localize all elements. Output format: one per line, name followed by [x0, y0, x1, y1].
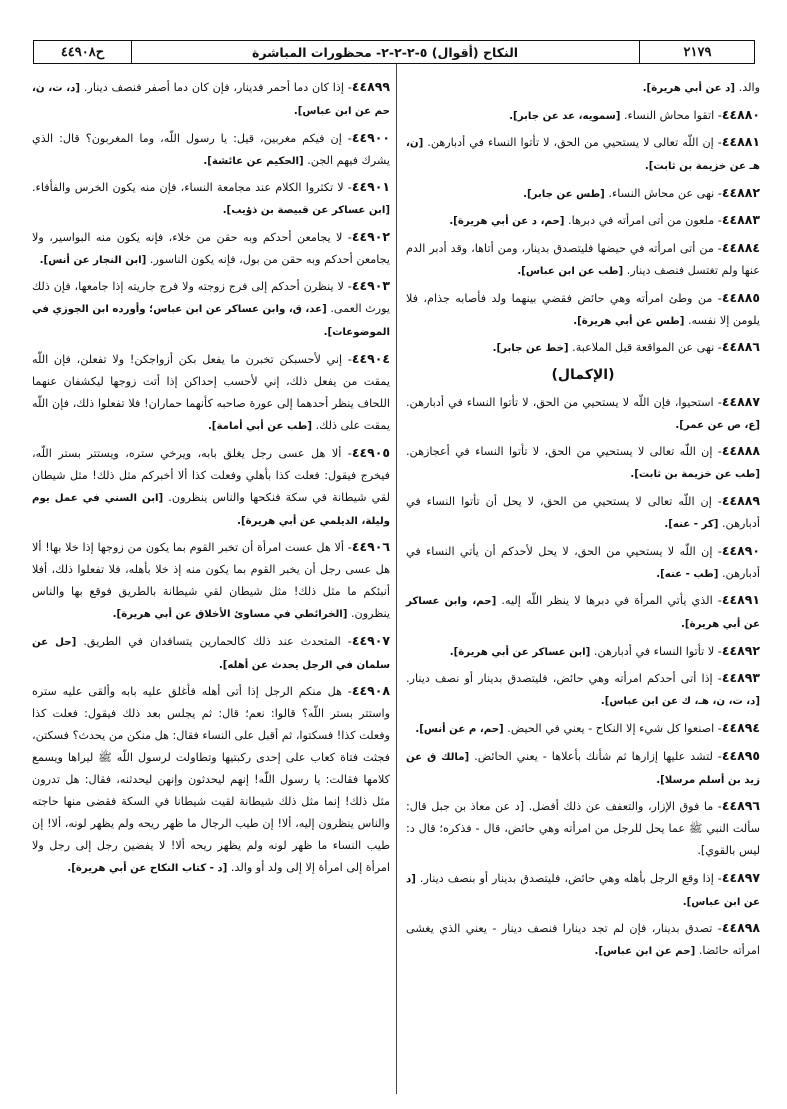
- hadith-text: - تصدق بدينار، فإن لم تجد دينارا فنصف دينار - يعني الذي يغشى امرأته حائضا.: [406, 922, 760, 958]
- page-header: [33, 40, 755, 64]
- hadith-text: - إن اللّه لا يستحيي من الحق، لا يحل لأحدكم أن يأتي النساء في أدبارهن.: [406, 544, 760, 580]
- hadith-number: ٤٤٨٨٤: [721, 239, 760, 255]
- hadith-text: - من وطئ امرأته وهي حائض فقضي بينهما ولد فأصابه جذام، فلا يلومن إلا نفسه.: [406, 291, 760, 327]
- hadith-entry: [406, 182, 760, 206]
- hadith-number: ٤٤٨٩٧: [721, 869, 760, 885]
- hadith-entry: [406, 76, 760, 100]
- hadith-entry: [406, 717, 760, 741]
- hadith-number: ٤٤٨٨٣: [721, 212, 760, 228]
- hadith-entry: [406, 917, 760, 963]
- hadith-entry: [406, 209, 760, 233]
- hadith-source: [كر - عنه].: [664, 518, 719, 530]
- hadith-source: [عد، ق، وابن عساكر عن ابن عباس؛ وأورده ابن الجوزي في الموضوعات].: [32, 304, 390, 339]
- hadith-source: [د - كتاب النكاح عن أبي هريرة].: [67, 863, 228, 875]
- hadith-entry: [406, 131, 760, 178]
- hadith-source: [طس عن جابر].: [523, 188, 605, 200]
- hadith-range-code: ح٤٤٩٠٨: [34, 41, 132, 63]
- hadith-source: [طب عن ابن عباس].: [517, 265, 624, 277]
- hadith-source: [الحكيم عن عائشة].: [203, 155, 304, 167]
- hadith-source: [ن، هـ عن خزيمة بن ثابت].: [406, 138, 760, 173]
- hadith-text: - الذي يأتي المرأة في دبرها لا ينظر اللّه إليه.: [501, 594, 722, 608]
- hadith-text: - ما فوق الإزار، والتعفف عن ذلك أفضل. [د عن معاذ بن جبل قال: سألت النبي ﷺ عما يحل للرجل من امرأته وهي حائض، قال - فذكره؛ قال د: ليس بالقوي].: [406, 800, 760, 858]
- hadith-entry: [32, 226, 390, 272]
- hadith-source: [ابن عساكر عن أبي هريرة].: [449, 646, 591, 658]
- hadith-text: والد.: [738, 81, 760, 94]
- right-column: [406, 76, 760, 967]
- hadith-number: ٤٤٩٠٦: [351, 539, 390, 555]
- hadith-number: ٤٤٨٨٢: [721, 184, 760, 200]
- hadith-entry: [32, 176, 390, 222]
- hadith-number: ٤٤٨٨٠: [721, 106, 760, 122]
- hadith-source: [مالك ق عن زيد بن أسلم مرسلا].: [406, 751, 760, 786]
- hadith-text: - إذا أتى أحدكم امرأته وهي حائض، فليتصدق بدينار أو نصف دينار.: [406, 672, 722, 686]
- hadith-text: - إن اللّه تعالى لا يستحيي من الحق، لا تأتوا النساء في أعجازهن.: [406, 445, 722, 459]
- hadith-entry: [32, 76, 390, 123]
- hadith-text: - نهى عن محاش النساء.: [608, 186, 722, 200]
- hadith-source: [حم، م عن أنس].: [415, 723, 504, 735]
- hadith-source: [ابن عساكر عن قبيصة بن ذؤيب].: [222, 205, 390, 217]
- hadith-number: ٤٤٩٠٠: [351, 129, 390, 145]
- hadith-source: [د، ت، ن، حم عن ابن عباس].: [32, 83, 390, 117]
- column-divider: [396, 64, 397, 1094]
- hadith-text: - لا تأتوا النساء في أدبارهن.: [593, 644, 722, 658]
- hadith-entry: [406, 336, 760, 360]
- hadith-source: [د عن أبي هريرة].: [642, 83, 736, 94]
- hadith-number: ٤٤٨٨٦: [721, 339, 760, 355]
- hadith-source: [طب عن خزيمة بن ثابت].: [630, 469, 760, 481]
- hadith-source: [حل عن سلمان في الرجل يحدث عن أهله].: [32, 636, 390, 671]
- hadith-number: ٤٤٨٨٥: [721, 289, 760, 305]
- hadith-entry: [406, 667, 760, 713]
- hadith-text: - لا تكثروا الكلام عند مجامعة النساء، فإن منه يكون الخرس والفأفاء.: [32, 181, 352, 195]
- left-column: [32, 76, 390, 884]
- hadith-text: - اتقوا محاش النساء.: [623, 108, 722, 122]
- hadith-entry: [406, 540, 760, 586]
- hadith-source: [د عن ابن عباس].: [406, 873, 760, 908]
- hadith-number: ٤٤٨٩٦: [721, 798, 760, 814]
- hadith-source: [حم عن ابن عباس].: [594, 946, 696, 958]
- hadith-entry: [406, 795, 760, 863]
- hadith-number: ٤٤٩٠٤: [351, 350, 390, 366]
- hadith-number: ٤٤٨٩٩: [351, 79, 390, 94]
- hadith-text: - لا ينظرن أحدكم إلى فرج زوجته ولا فرج جاريته إذا جامعها، فإن ذلك يورث العمى.: [32, 280, 390, 316]
- hadith-source: [ابن النجار عن أنس].: [39, 254, 147, 266]
- hadith-entry: [406, 237, 760, 283]
- hadith-source: [الخرائطي في مساوئ الأخلاق عن أبي هريرة].: [112, 609, 348, 621]
- hadith-text: - من أتى امرأته في حيضها فليتصدق بدينار، ومن أتاها، وقد أدبر الدم عنها ولم تغتسل فنصف دينار.: [406, 241, 760, 277]
- hadith-number: ٤٤٩٠٥: [351, 444, 390, 460]
- hadith-entry: [32, 630, 390, 677]
- hadith-entry: [32, 348, 390, 438]
- hadith-number: ٤٤٩٠١: [351, 179, 390, 195]
- chapter-title: النكاح (أقوال) ٥-٢-٢-٢- محظورات المباشرة: [251, 44, 519, 60]
- hadith-source: [د، ت، ن، هـ، ك عن ابن عباس].: [600, 696, 760, 708]
- hadith-entry: [32, 442, 390, 533]
- hadith-number: ٤٤٩٠٣: [351, 278, 390, 294]
- hadith-source: [طس عن أبي هريرة].: [573, 315, 685, 327]
- hadith-text: - إذا كان دما أحمر فدينار، فإن كان دما أصفر فنصف دينار.: [83, 81, 352, 94]
- hadith-number: ٤٤٨٩٠: [721, 542, 760, 558]
- hadith-text: - إن اللّه تعالى لا يستحيي من الحق، لا يحل أن تأتوا النساء في أدبارهن.: [406, 494, 760, 530]
- hadith-number: ٤٤٩٠٧: [351, 632, 390, 648]
- hadith-text: - استحيوا، فإن اللّه لا يستحيي من الحق، لا تأتوا النساء في أدبارهن.: [406, 395, 722, 409]
- hadith-source: [حم، وابن عساكر عن أبي هريرة].: [406, 596, 760, 631]
- hadith-source: [طب - عنه].: [656, 568, 719, 580]
- hadith-number: ٤٤٨٨٨: [721, 443, 760, 459]
- hadith-number: ٤٤٩٠٨: [351, 683, 390, 699]
- hadith-number: ٤٤٩٠٢: [351, 228, 390, 244]
- hadith-text: - إن اللّه تعالى لا يستحيي من الحق، لا تأتوا النساء في أدبارهن.: [427, 136, 722, 150]
- hadith-text: - إذا وقع الرجل بأهله وهي حائض، فليتصدق بدينار أو بنصف دينار.: [419, 871, 722, 885]
- hadith-text: - ألا هل عسى رجل يغلق بابه، ويرخي ستره، ويستتر بستر اللّه، فيخرج فيقول: فعلت كذا بأهلي وفعلت كذا ألا أخبركم مثل ذلك! مثل شيطان لقي شيطانة في سكة فنكحها والناس ينظرون.: [32, 446, 390, 504]
- hadith-entry: [32, 536, 390, 626]
- hadith-text: - ألا هل عست امرأة أن تخبر القوم بما يكون من زوجها إذا خلا بها! ألا هل عسى رجل أن يخبر القوم بما يكون منه إذ خلا بأهله، فلا تفعلوا ذلك، أفلا أنبئكم ما مثل ذلك! مثل شيطان لقي شيطانة بالطريق فوقع بها والناس ينظرون.: [32, 541, 390, 621]
- hadith-text: - هل منكم الرجل إذا أتى أهله فأغلق عليه بابه وألقى عليه ستره واستتر بستر اللّه؟ قالوا: نعم؛ قال: ثم يجلس بعد ذلك فيقول: فعلت كذا وفعلت كذا! فسكتوا، ثم أقبل على النساء فقال: هل منكن من يحدث؟ فسكتن، فجثت فتاة كعاب على إحدى ركبتيها وتطاولت لرسول اللّه ﷺ ليراها ويسمع كلامها فقالت: يا رسول اللّه! إنهم ليحدثون وإنهن ليحدثنه، فقال: هل تدرون مثل ذلك! إنما مثل ذلك شيطانة لقيت شيطانا في السكة فقضى منها حاجته والناس ينظرون إليه، ألا! إن طيب الرجال ما ظهر ريحه ولم يظهر لونه، ألا! إن طيب النساء ما ظهر لونه ولم يظهر ريحه ألا! لا يفضين رجل إلى رجل ولا امرأة إلى امرأة إلا إلى ولد أو والد.: [32, 685, 390, 875]
- hadith-number: ٤٤٨٩٣: [721, 670, 760, 686]
- hadith-text: - لا يجامعن أحدكم وبه حقن من خلاء، فإنه يكون منه البواسير، ولا يجامعن أحدكم وبه حقن من بول، فإنه يكون الناسور.: [32, 230, 390, 266]
- hadith-entry: [32, 127, 390, 173]
- hadith-text: - نهى عن المواقعة قبل الملاعبة.: [572, 341, 722, 355]
- hadith-number: ٤٤٨٩١: [721, 592, 760, 608]
- hadith-number: ٤٤٨٩٨: [721, 920, 760, 936]
- hadith-entry: [406, 745, 760, 792]
- hadith-source: [خط عن جابر].: [492, 343, 569, 355]
- hadith-entry: [32, 275, 390, 344]
- hadith-source: [ع، ص عن عمر].: [675, 419, 760, 431]
- hadith-number: ٤٤٨٩٢: [721, 642, 760, 658]
- hadith-entry: [406, 490, 760, 536]
- hadith-text: - إني لأحسبكن تخبرن ما يفعل بكن أزواجكن! ولا تفعلن، فإن اللّه يمقت من يفعل ذلك، إني لأحسب إحداكن إذا أتت زوجها ليكشفان عنهما اللحاف ينظر أحدهما إلى عورة صاحبه كأنهما حماران! فلا تفعلوا ذلك، فإن اللّه يمقت على ذلك.: [32, 352, 390, 432]
- hadith-entry: [406, 640, 760, 664]
- hadith-number: ٤٤٨٩٥: [721, 747, 760, 763]
- hadith-entry: [406, 589, 760, 636]
- hadith-entry: [406, 287, 760, 333]
- hadith-source: [طب عن أبي أمامة].: [207, 420, 313, 432]
- section-subheading: (الإكمال): [551, 366, 615, 383]
- hadith-number: ٤٤٨٨٧: [721, 393, 760, 409]
- hadith-number: ٤٤٨٨١: [721, 134, 760, 150]
- hadith-entry: [32, 680, 390, 880]
- hadith-text: - لتشد عليها إزارها ثم شأنك بأعلاها - يعني الحائض.: [474, 749, 722, 763]
- hadith-text: - اصنعوا كل شيء إلا النكاح - يعني في الحيض.: [507, 721, 722, 735]
- hadith-number: ٤٤٨٨٩: [721, 492, 760, 508]
- hadith-source: [ابن السني في عمل يوم وليلة، الديلمي عن أبي هريرة].: [32, 492, 390, 527]
- hadith-text: - إن فيكم مغربين، قيل: يا رسول اللّه، وما المغربون؟ قال: الذي يشرك فيهم الجن.: [32, 131, 390, 167]
- hadith-entry: [406, 867, 760, 914]
- hadith-entry: [406, 104, 760, 128]
- hadith-number: ٤٤٨٩٤: [721, 719, 760, 735]
- hadith-entry: [406, 391, 760, 437]
- hadith-source: [حم، د عن أبي هريرة].: [449, 216, 565, 228]
- page-number: ٢١٧٩: [639, 41, 755, 63]
- hadith-text: - ملعون من أتى امرأته في دبرها.: [568, 214, 722, 228]
- hadith-source: [سمويه، عد عن جابر].: [509, 110, 621, 122]
- hadith-text: - المتحدث عند ذلك كالحمارين يتسافدان في الطريق.: [83, 634, 352, 648]
- hadith-entry: [406, 440, 760, 486]
